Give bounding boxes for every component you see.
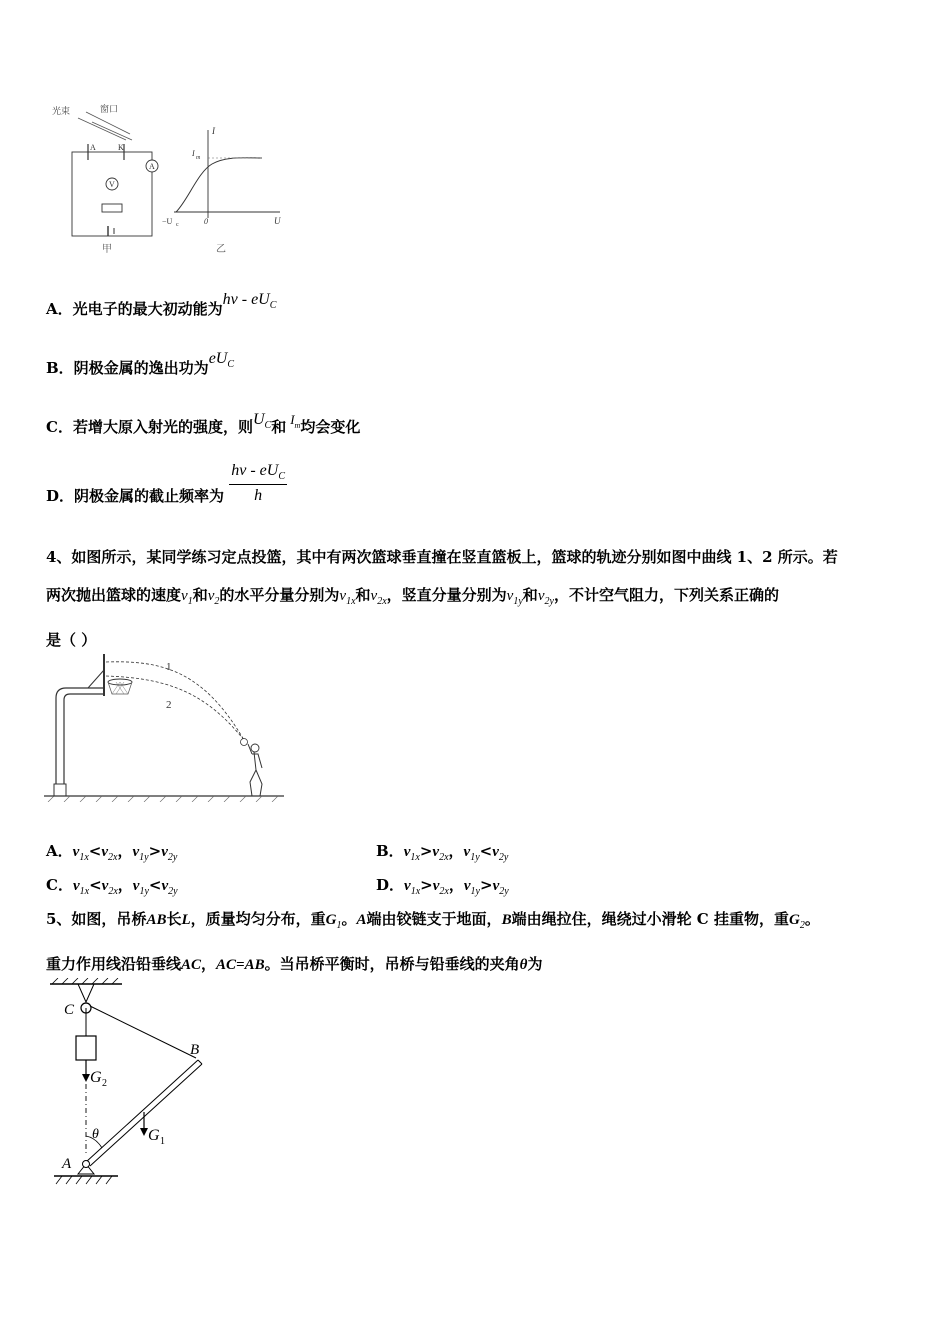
q4-option-c-v2x: v — [101, 878, 109, 894]
q4-option-c-v2y: v — [161, 878, 169, 894]
q3-option-c-text: C．若增大原入射光的强度，则 — [46, 418, 253, 436]
q4-option-a-v1y-sub: 1y — [139, 852, 149, 863]
q4-option-d-op1: > — [420, 876, 433, 894]
q4-option-d-label: D． — [376, 876, 405, 894]
q4-v2y: v — [537, 588, 545, 604]
q4-option-d — [376, 874, 509, 897]
q4-option-c-v1x: v — [72, 878, 80, 894]
q4-option-b-op2: < — [479, 842, 493, 860]
origin-label: 0 — [204, 217, 208, 226]
q4-option-c-v2x-sub: 2x — [108, 886, 118, 897]
q4-option-a-v1x: v — [72, 844, 80, 860]
label-g2-sub: 2 — [102, 1078, 107, 1089]
label-g1-sub: 1 — [160, 1136, 165, 1147]
q4-option-d-sep: ， — [448, 876, 464, 894]
q4-option-d-v2y: v — [492, 878, 500, 894]
q5-a: A — [356, 912, 367, 928]
q4-option-c-v2y-sub: 2y — [168, 886, 178, 897]
im-label: I — [192, 149, 195, 158]
q4-option-d-op2: > — [479, 876, 493, 894]
label-g2: G — [90, 1069, 102, 1086]
q4-option-b-v2x-sub: 2x — [439, 852, 449, 863]
label-theta: θ — [92, 1127, 99, 1142]
q4-and2: 和 — [355, 586, 371, 604]
q4-option-a-v2y-sub: 2y — [167, 852, 178, 863]
q5-l1-b: 长 — [166, 910, 182, 928]
label-a: A — [62, 1156, 72, 1172]
q4-option-a-op2: > — [148, 842, 162, 860]
basketball-figure — [44, 650, 290, 802]
q4-line3: 是（ ） — [46, 631, 97, 649]
q4-option-b-label: B． — [376, 842, 404, 860]
q4-option-b-v2y-sub: 2y — [498, 852, 509, 863]
neg-uc-sub-label: c — [176, 222, 179, 228]
q5-g2: G — [788, 912, 800, 928]
q5-ac-eq-ab: AC=AB — [216, 957, 265, 973]
q4-option-c — [46, 874, 178, 897]
q4-line2-b: 的水平分量分别为 — [219, 586, 340, 604]
q3-option-d-text: D．阴极金属的截止频率为 — [46, 487, 225, 506]
q4-option-b-v1x: v — [403, 844, 411, 860]
label-c: C — [64, 1002, 75, 1018]
q5-theta: θ — [519, 957, 528, 973]
q4-and1: 和 — [192, 586, 208, 604]
q4-v1: v — [181, 588, 188, 604]
q4-line1: 4、如图所示，某同学练习定点投篮，其中有两次篮球垂直撞在竖直篮板上，篮球的轨迹分别如图中曲线 1、2 所示。若 — [46, 548, 838, 566]
q4-option-d-v1y-sub: 1y — [470, 886, 480, 897]
q4-option-b-v1y: v — [463, 844, 471, 860]
q5-l2-d: 为 — [527, 955, 543, 973]
q3-option-a-sub: C — [269, 300, 277, 311]
q5-l1-a: 5、如图，吊桥 — [46, 910, 147, 928]
q5-l1-e: 端由铰链支于地面， — [366, 910, 502, 928]
q4-option-a-v1y: v — [132, 844, 140, 860]
q5-l1-d: 。 — [341, 910, 357, 928]
q4-option-b-v2x: v — [432, 844, 440, 860]
q5-g1: G — [325, 912, 337, 928]
q3-option-c-after: 均会变化 — [300, 418, 361, 436]
q3-option-b-text: B．阴极金属的逸出功为 — [46, 359, 209, 377]
q4-v2x: v — [370, 588, 378, 604]
q5-l2-a: 重力作用线沿铅垂线 — [46, 955, 182, 973]
q3-option-d-num: hν - eU — [231, 462, 279, 479]
q5-l1-f: 端由绳拉住，绳绕过小滑轮 C 挂重物，重 — [511, 910, 789, 928]
q4-option-d-v2x: v — [432, 878, 440, 894]
q4-option-b-v1y-sub: 1y — [470, 852, 480, 863]
q3-option-c — [46, 411, 361, 439]
caption-yi: 乙 — [216, 244, 226, 255]
curve-1-label: 1 — [166, 661, 172, 673]
q5-l1-g: 。 — [804, 910, 820, 928]
q3-option-d-fraction — [229, 462, 287, 505]
q5-b: B — [501, 912, 512, 928]
q4-option-c-op1: < — [89, 876, 102, 894]
q4-option-d-v1x: v — [404, 878, 411, 894]
label-b: B — [190, 1042, 200, 1058]
q4-option-d-v2x-sub: 2x — [439, 886, 449, 897]
q4-line2 — [46, 576, 916, 621]
q4-option-a-v1x-sub: 1x — [79, 852, 89, 863]
q4-line2-c: ，竖直分量分别为 — [386, 586, 507, 604]
q3-option-b-sub: C — [227, 359, 235, 370]
q4-option-a-v2y: v — [161, 844, 168, 860]
drawbridge-figure — [46, 978, 226, 1198]
q3-option-a — [46, 291, 277, 321]
q4-v2y-sub: 2y — [544, 596, 554, 607]
q4-v2-sub: 2 — [214, 596, 220, 607]
q3-option-d-den: h — [254, 487, 263, 505]
q5-line1 — [46, 900, 926, 945]
q4-v1-sub: 1 — [187, 596, 193, 607]
label-anode: A — [90, 143, 96, 152]
q4-option-a-op1: < — [88, 842, 102, 860]
q5-ac: AC — [181, 957, 202, 973]
q4-option-a-v2x-sub: 2x — [108, 852, 118, 863]
q4-option-a-sep: ， — [117, 842, 133, 860]
q4-v2x-sub: 2x — [377, 596, 387, 607]
q4-option-d-v1x-sub: 1x — [410, 886, 421, 897]
q3-option-d — [46, 462, 287, 505]
q4-option-c-v1x-sub: 1x — [79, 886, 90, 897]
q5-l: L — [181, 912, 191, 928]
q4-v1x-sub: 1x — [346, 596, 356, 607]
q4-option-c-v1y: v — [132, 878, 140, 894]
q5-g1-sub: 1 — [336, 920, 342, 931]
q4-option-b-v2y: v — [492, 844, 499, 860]
axis-i-label: I — [212, 126, 215, 136]
q3-option-b-math: eU — [208, 350, 228, 367]
label-guangshu: 光束 — [52, 106, 71, 116]
q4-option-a-label: A． — [46, 842, 73, 860]
q4-option-c-sep: ， — [117, 876, 133, 894]
q4-v2: v — [207, 588, 215, 604]
q4-stem — [46, 538, 916, 659]
q3-option-c-and: 和 — [271, 418, 287, 436]
q3-option-c-sub2: m — [294, 421, 301, 430]
q4-option-c-op2: < — [148, 876, 162, 894]
q3-option-d-num-sub: C — [278, 471, 286, 483]
q4-option-b-sep: ， — [448, 842, 464, 860]
q4-line2-a: 两次抛出篮球的速度 — [46, 586, 182, 604]
q5-ab: AB — [146, 912, 167, 928]
q4-option-c-v1y-sub: 1y — [139, 886, 149, 897]
q5-g2-sub: 2 — [799, 920, 805, 931]
q4-v1y-sub: 1y — [513, 596, 523, 607]
q3-option-a-text: A．光电子的最大初动能为 — [46, 300, 223, 318]
label-chuangkou: 窗口 — [100, 104, 119, 114]
q4-v1x: v — [339, 588, 347, 604]
neg-uc-label: −U — [162, 217, 173, 226]
q4-option-d-v2y-sub: 2y — [499, 886, 509, 897]
voltmeter-label: V — [109, 180, 115, 189]
q4-and3: 和 — [522, 586, 538, 604]
q3-option-c-math1: U — [252, 411, 265, 428]
q4-option-a — [46, 840, 177, 863]
curve-2-label: 2 — [166, 699, 172, 711]
q3-option-c-sub1: C — [264, 420, 272, 431]
q5-stem — [46, 900, 926, 984]
q3-option-b — [46, 350, 235, 380]
q4-v1y: v — [506, 588, 514, 604]
q3-option-a-math: hν - eU — [222, 291, 270, 308]
q4-option-d-v1y: v — [463, 878, 471, 894]
caption-jia: 甲 — [102, 244, 112, 255]
q3-option-c-math2: I — [290, 412, 295, 427]
q4-option-a-v2x: v — [101, 844, 109, 860]
q4-option-b-op1: > — [419, 842, 433, 860]
q5-l2-b: ， — [201, 955, 217, 973]
q5-l1-c: ，质量均匀分布，重 — [190, 910, 326, 928]
q4-line2-d: ，不计空气阻力，下列关系正确的 — [553, 586, 779, 604]
axis-u-label: U — [274, 216, 281, 226]
im-sub-label: m — [196, 155, 201, 161]
label-g1: G — [148, 1127, 160, 1144]
q4-option-c-label: C． — [46, 876, 73, 894]
q4-option-b — [376, 840, 508, 863]
q5-l2-c: 。当吊桥平衡时，吊桥与铅垂线的夹角 — [264, 955, 520, 973]
q4-option-b-v1x-sub: 1x — [410, 852, 420, 863]
ammeter-label: A — [149, 162, 155, 171]
label-cathode: K — [118, 143, 124, 152]
photoelectric-figure — [48, 100, 308, 260]
